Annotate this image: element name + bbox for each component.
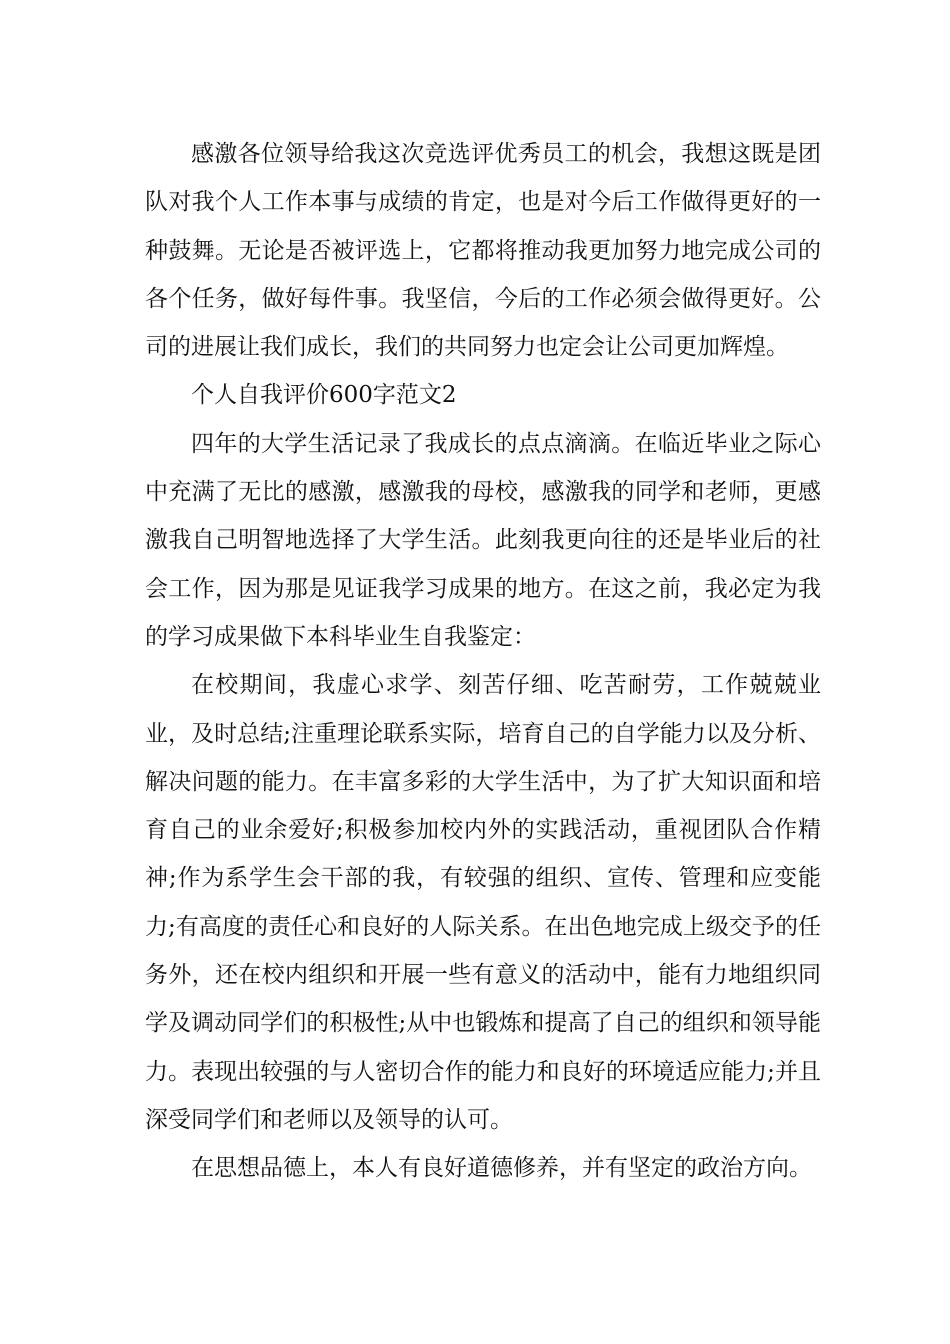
paragraph-university-life: 四年的大学生活记录了我成长的点点滴滴。在临近毕业之际心中充满了无比的感激，感激我的母校，感激我的同学和老师，更感激我自己明智地选择了大学生活。此刻我更向往的还是毕业后的社会工作，因为那是见证我学习成果的地方。在这之前，我必定为我的学习成果做下本科毕业生自我鉴定： (145, 430, 821, 650)
document-body (145, 130, 821, 1193)
paragraph-school-period: 在校期间，我虚心求学、刻苦仔细、吃苦耐劳，工作兢兢业业，及时总结;注重理论联系实际，培育自己的自学能力以及分析、解决问题的能力。在丰富多彩的大学生活中，为了扩大知识面和培育自己的业余爱好;积极参加校内外的实践活动，重视团队合作精神;作为系学生会干部的我，有较强的组织、宣传、管理和应变能力;有高度的责任心和良好的人际关系。在出色地完成上级交予的任务外，还在校内组织和开展一些有意义的活动中，能有力地组织同学及调动同学们的积极性;从中也锻炼和提高了自己的组织和领导能力。表现出较强的与人密切合作的能力和良好的环境适应能力;并且深受同学们和老师以及领导的认可。 (145, 672, 821, 1133)
section-heading: 个人自我评价600字范文2 (191, 382, 457, 409)
paragraph-thanks: 感激各位领导给我这次竞选评优秀员工的机会，我想这既是团队对我个人工作本事与成绩的肯定，也是对今后工作做得更好的一种鼓舞。无论是否被评选上，它都将推动我更加努力地完成公司的各个任务，做好每件事。我坚信，今后的工作必须会做得更好。公司的进展让我们成长，我们的共同努力也定会让公司更加辉煌。 (145, 141, 821, 361)
paragraph-moral-character: 在思想品德上，本人有良好道德修养，并有坚定的政治方向。 (191, 1155, 812, 1182)
